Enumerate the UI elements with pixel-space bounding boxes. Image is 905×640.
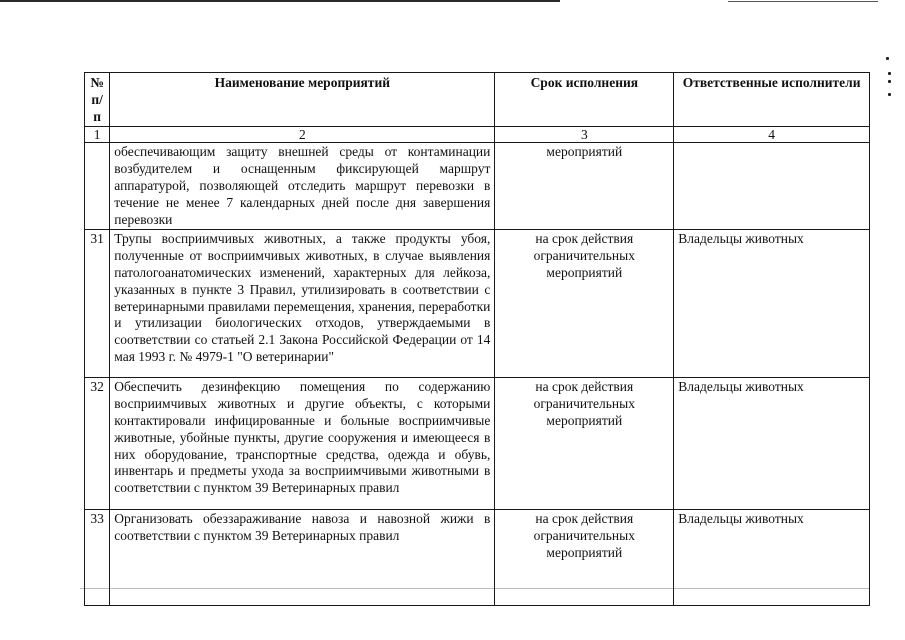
row-responsible	[674, 143, 870, 230]
row-num: 31	[85, 230, 110, 378]
row-responsible: Владельцы животных	[674, 230, 870, 378]
row-term: на срок действия ограничительных мероприятий	[495, 230, 674, 378]
column-index-row	[85, 127, 870, 143]
scan-mark	[888, 93, 891, 96]
column-index: 4	[674, 127, 870, 143]
scan-mark	[886, 57, 889, 60]
row-term: на срок действия ограничительных мероприятий	[495, 378, 674, 510]
column-index: 3	[495, 127, 674, 143]
row-name: Трупы восприимчивых животных, а также продукты убоя, полученные от восприимчивых животных, в случае выявления патологоанатомических изменений, характерных для лейкоза, указанных в пункте 3 Правил, утилизировать в соответствии с ветеринарными правилами перемещения, хранения, переработки и утилизации биологических отходов, утверждаемыми в соответствии со статьей 2.1 Закона Российской Федерации от 14 мая 1993 г. № 4979-1 "О ветеринарии"	[110, 230, 495, 378]
row-name: обеспечивающим защиту внешней среды от контаминации возбудителем и оснащенным фиксирующей маршрут аппаратурой, позволяющей отследить маршрут перевозки в течение не менее 7 календарных дней после дня завершения перевозки	[110, 143, 495, 230]
measures-table	[84, 72, 870, 606]
scan-edge-top	[0, 0, 560, 2]
column-index: 1	[85, 127, 110, 143]
row-num	[85, 143, 110, 230]
scan-mark	[888, 72, 891, 75]
table-row-continuation	[85, 143, 870, 230]
row-responsible: Владельцы животных	[674, 510, 870, 606]
row-num: 32	[85, 378, 110, 510]
row-name: Организовать обеззараживание навоза и навозной жижи в соответствии с пунктом 39 Ветеринарных правил	[110, 510, 495, 606]
table-row	[85, 510, 870, 606]
row-term: мероприятий	[495, 143, 674, 230]
header-name: Наименование мероприятий	[110, 73, 495, 127]
scan-mark	[888, 80, 891, 83]
row-responsible: Владельцы животных	[674, 378, 870, 510]
scan-edge-top-right	[728, 1, 878, 2]
table-row	[85, 230, 870, 378]
header-num: № п/п	[85, 73, 110, 127]
row-name: Обеспечить дезинфекцию помещения по содержанию восприимчивых животных и другие объекты, с которыми контактировали инфицированные и больные восприимчивые животные, убойные пункты, другие сооружения и имеющееся в них оборудование, транспортные средства, одежда и обувь, инвентарь и предметы ухода за восприимчивыми животными в соответствии с пунктом 39 Ветеринарных правил	[110, 378, 495, 510]
header-term: Срок исполнения	[495, 73, 674, 127]
column-index: 2	[110, 127, 495, 143]
row-term: на срок действия ограничительных мероприятий	[495, 510, 674, 606]
table-row	[85, 378, 870, 510]
header-responsible: Ответственные исполнители	[674, 73, 870, 127]
table-header-row	[85, 73, 870, 127]
row-num: 33	[85, 510, 110, 606]
